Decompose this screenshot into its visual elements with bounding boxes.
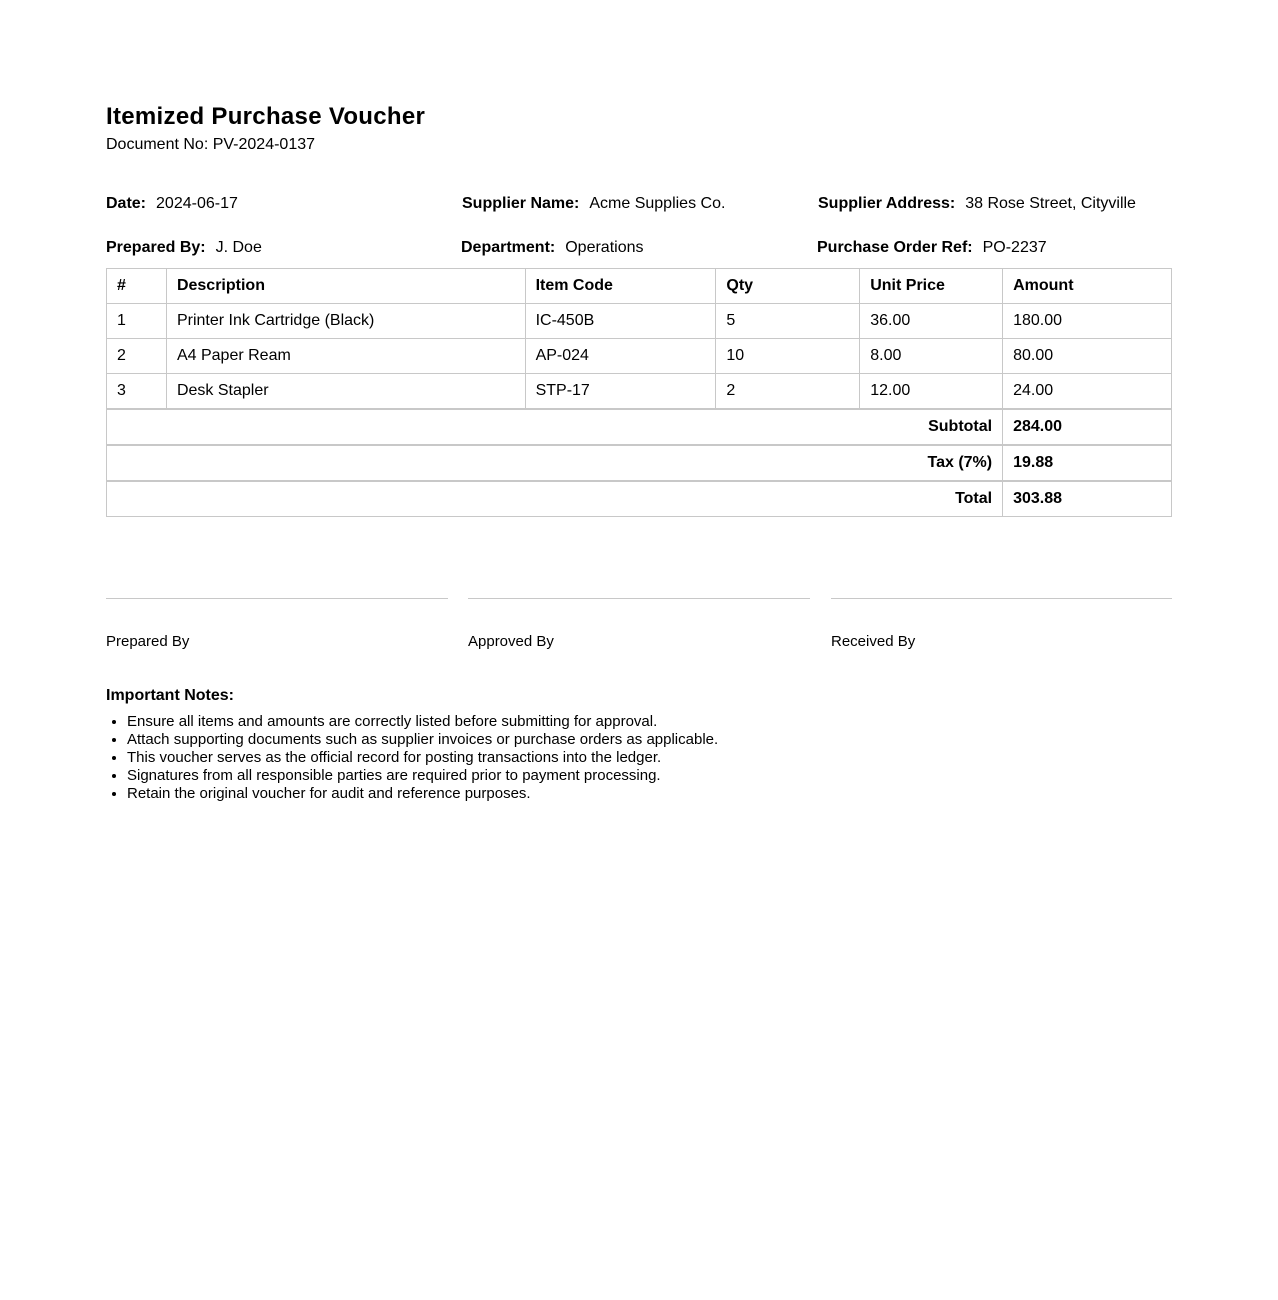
cell-item-code: AP-024: [525, 339, 716, 374]
cell-description: Printer Ink Cartridge (Black): [166, 304, 525, 339]
notes-title: Important Notes:: [106, 687, 234, 704]
cell-number: 1: [107, 304, 167, 339]
cell-amount: 180.00: [1003, 304, 1172, 339]
meta-supplier-name-value: Acme Supplies Co.: [589, 195, 726, 212]
cell-item-code: IC-450B: [525, 304, 716, 339]
cell-unit-price: 12.00: [860, 374, 1003, 410]
list-item: • Attach supporting documents such as supplier invoices or purchase orders as applicable.: [127, 731, 1172, 749]
table-header-row: [107, 269, 1172, 304]
meta-department-value: Operations: [565, 239, 644, 256]
cell-qty: 2: [716, 374, 860, 410]
tax-label: Tax (7%): [107, 445, 1003, 481]
meta-supplier-name-label: Supplier Name:: [462, 195, 580, 212]
cell-number: 3: [107, 374, 167, 410]
col-header-item-code: Item Code: [525, 269, 716, 304]
meta-supplier-name: [462, 194, 725, 214]
meta-date: [106, 194, 238, 214]
table-row: [107, 339, 1172, 374]
cell-unit-price: 8.00: [860, 339, 1003, 374]
meta-supplier-address-label: Supplier Address:: [818, 195, 956, 212]
list-item: • Signatures from all responsible parties are required prior to payment processing.: [127, 767, 1172, 785]
table-row: [107, 374, 1172, 410]
total-row: [107, 481, 1172, 517]
voucher-page: [106, 100, 1172, 802]
signature-line[interactable]: [831, 598, 1172, 599]
meta-department-label: Department:: [461, 239, 556, 256]
col-header-qty: Qty: [716, 269, 860, 304]
cell-amount: 80.00: [1003, 339, 1172, 374]
tax-value: 19.88: [1003, 445, 1172, 481]
cell-amount: 24.00: [1003, 374, 1172, 410]
cell-description: Desk Stapler: [166, 374, 525, 410]
document-number-value: PV-2024-0137: [212, 136, 316, 153]
meta-department: [461, 238, 644, 258]
list-item: • Ensure all items and amounts are correctly listed before submitting for approval.: [127, 713, 1172, 731]
signature-received-by: [831, 598, 1172, 652]
meta-date-label: Date:: [106, 195, 147, 212]
cell-qty: 10: [716, 339, 860, 374]
subtotal-label: Subtotal: [107, 409, 1003, 445]
list-item: • This voucher serves as the official record for posting transactions into the ledger.: [127, 749, 1172, 767]
document-number-label: Document No:: [106, 136, 209, 153]
col-header-amount: Amount: [1003, 269, 1172, 304]
subtotal-value: 284.00: [1003, 409, 1172, 445]
meta-supplier-address: [818, 194, 1136, 214]
subtotal-row: [107, 409, 1172, 445]
cell-item-code: STP-17: [525, 374, 716, 410]
tax-row: [107, 445, 1172, 481]
signature-approved-by: [468, 598, 810, 652]
signature-line[interactable]: [468, 598, 810, 599]
signature-line[interactable]: [106, 598, 448, 599]
signature-label: Approved By: [468, 633, 554, 650]
total-value: 303.88: [1003, 481, 1172, 517]
table-row: [107, 304, 1172, 339]
meta-prepared-by: [106, 238, 262, 258]
col-header-unit-price: Unit Price: [860, 269, 1003, 304]
signature-prepared-by: [106, 598, 448, 652]
notes-section: [106, 685, 1172, 803]
cell-qty: 5: [716, 304, 860, 339]
meta-grid: [106, 170, 1172, 270]
notes-list: [106, 713, 1172, 803]
signature-label: Received By: [831, 633, 916, 650]
col-header-description: Description: [166, 269, 525, 304]
items-table: [106, 268, 1172, 517]
meta-po-ref-label: Purchase Order Ref:: [817, 239, 973, 256]
total-label: Total: [107, 481, 1003, 517]
meta-prepared-by-label: Prepared By:: [106, 239, 206, 256]
cell-number: 2: [107, 339, 167, 374]
signature-label: Prepared By: [106, 633, 190, 650]
cell-unit-price: 36.00: [860, 304, 1003, 339]
meta-po-ref-value: PO-2237: [982, 239, 1047, 256]
signature-section: [106, 598, 1172, 658]
list-item: • Retain the original voucher for audit and reference purposes.: [127, 785, 1172, 803]
meta-prepared-by-value: J. Doe: [215, 239, 262, 256]
meta-date-value: 2024-06-17: [156, 195, 238, 212]
document-number: [106, 134, 1172, 156]
meta-supplier-address-value: 38 Rose Street, Cityville: [965, 195, 1136, 212]
col-header-number: #: [107, 269, 167, 304]
cell-description: A4 Paper Ream: [166, 339, 525, 374]
document-title: Itemized Purchase Voucher: [106, 103, 426, 130]
meta-po-ref: [817, 238, 1047, 258]
